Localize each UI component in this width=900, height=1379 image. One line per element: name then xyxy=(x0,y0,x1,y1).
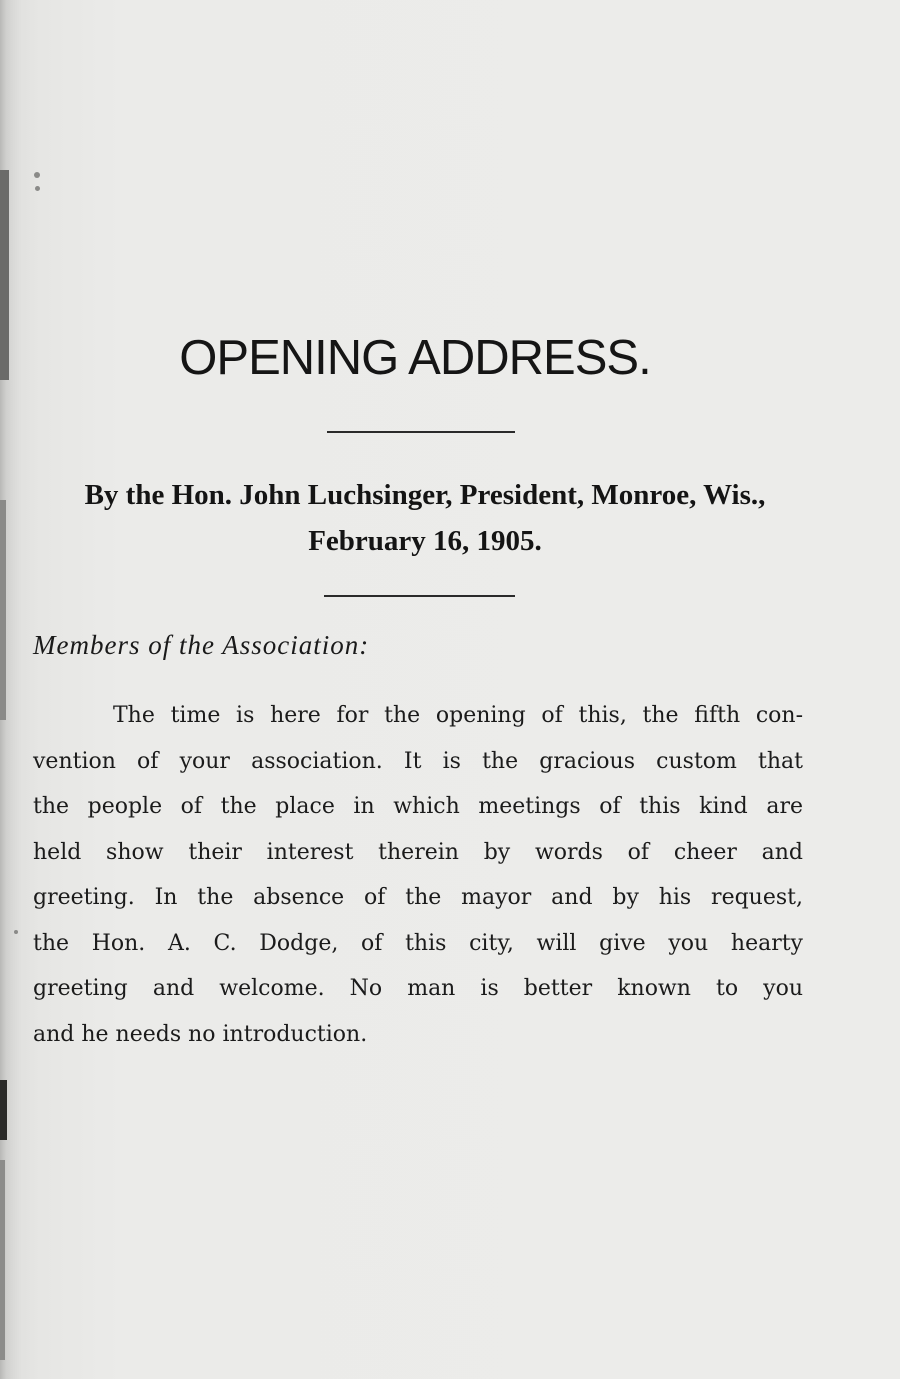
body-line: The time is here for the opening of this, the fifth con- xyxy=(113,703,803,728)
title-divider xyxy=(327,431,515,433)
body-line: and he needs no introduction. xyxy=(33,1021,368,1047)
body-line: greeting and welcome. No man is better known to you xyxy=(33,976,803,1001)
byline xyxy=(30,472,820,564)
paper-speck xyxy=(14,930,18,934)
paper-speck xyxy=(35,186,40,191)
body-line: vention of your association. It is the gracious custom that xyxy=(33,748,803,774)
paper-speck xyxy=(34,172,40,178)
binding-shadow xyxy=(0,500,6,720)
byline-author-line: By the Hon. John Luchsinger, President, Monroe, Wis., xyxy=(84,479,766,511)
body-paragraph xyxy=(33,693,803,1057)
body-line: held show their interest therein by words of cheer and xyxy=(33,839,803,865)
body-line: the people of the place in which meetings of this kind are xyxy=(33,794,803,819)
salutation: Members of the Association: xyxy=(33,630,370,660)
body-line: the Hon. A. C. Dodge, of this city, will give you hearty xyxy=(33,930,803,956)
binding-shadow xyxy=(0,1080,7,1140)
body-line: greeting. In the absence of the mayor and by his request, xyxy=(33,885,803,910)
byline-date-line: February 16, 1905. xyxy=(308,525,542,557)
byline-divider xyxy=(324,595,515,597)
binding-shadow xyxy=(0,1160,5,1360)
page-title: OPENING ADDRESS. xyxy=(179,331,651,385)
